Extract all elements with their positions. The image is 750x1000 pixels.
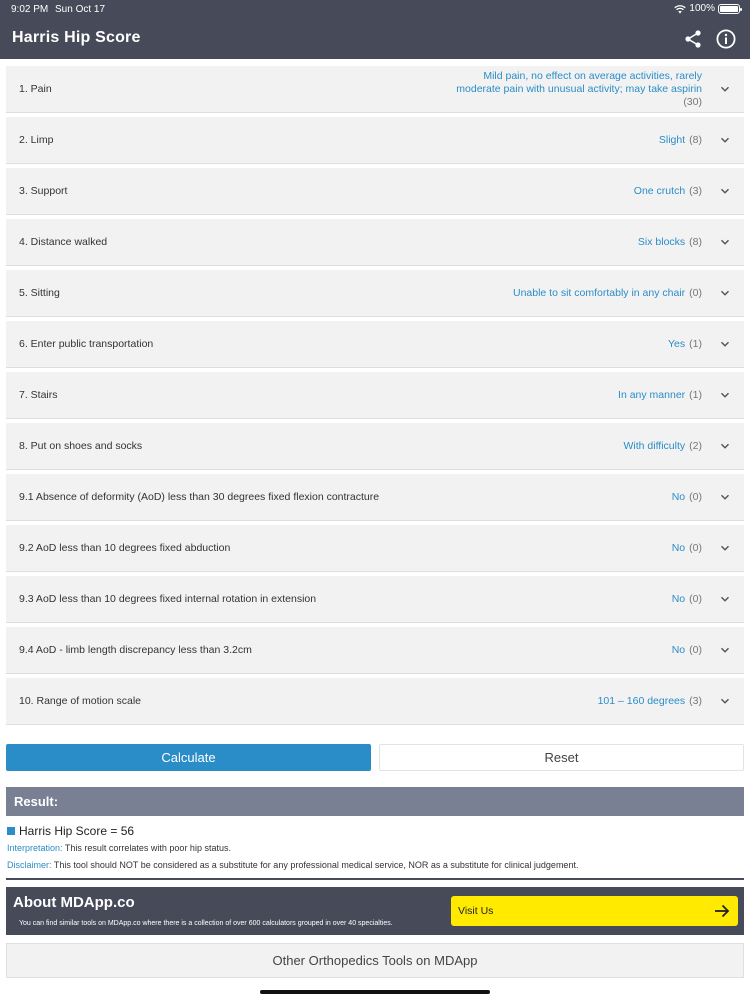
reset-button[interactable]: Reset [379, 744, 744, 771]
answer-text: 101 – 160 degrees [597, 695, 686, 707]
question-row-limp[interactable] [6, 117, 744, 164]
answer-points: (3) [689, 695, 702, 707]
chevron-down-icon [720, 594, 730, 604]
visit-us-button[interactable] [451, 896, 738, 926]
answer-points: (0) [689, 644, 702, 656]
answer-text: No [671, 491, 686, 503]
answer-points: (1) [689, 389, 702, 401]
question-label: 8. Put on shoes and socks [19, 440, 143, 452]
app-header [0, 0, 750, 59]
answer-points: (2) [689, 440, 702, 452]
answer-text: No [671, 542, 686, 554]
chevron-down-icon [720, 288, 730, 298]
question-answer [672, 525, 702, 571]
about-banner [6, 887, 744, 935]
question-row-fixed-abduction[interactable] [6, 525, 744, 572]
about-subtitle: You can find similar tools on MDApp.co where there is a collection of over 600 calculators grouped in over 40 specialties. [19, 920, 393, 927]
disclaimer-label: Disclaimer: [7, 860, 52, 870]
chevron-down-icon [720, 441, 730, 451]
question-label: 2. Limp [19, 134, 54, 146]
divider [6, 878, 744, 880]
answer-text: No [671, 644, 686, 656]
answer-text: Unable to sit comfortably in any chair [512, 287, 686, 299]
answer-text: Six blocks [637, 236, 686, 248]
answer-line: Mild pain, no effect on average activities, rarely [483, 69, 702, 82]
share-icon[interactable] [682, 28, 704, 50]
answer-line: moderate pain with unusual activity; may take aspirin [456, 82, 702, 95]
interpretation [7, 843, 231, 853]
question-label: 4. Distance walked [19, 236, 108, 248]
question-label: 6. Enter public transportation [19, 338, 154, 350]
status-bar [0, 0, 750, 20]
question-row-public-transportation[interactable] [6, 321, 744, 368]
answer-points: (1) [689, 338, 702, 350]
about-title: About MDApp.co [13, 894, 135, 911]
question-row-pain[interactable] [6, 66, 744, 113]
question-answer [623, 423, 702, 469]
question-label: 9.3 AoD less than 10 degrees fixed internal rotation in extension [19, 593, 317, 605]
question-label: 10. Range of motion scale [19, 695, 141, 707]
question-label: 1. Pain [19, 83, 52, 95]
question-row-distance-walked[interactable] [6, 219, 744, 266]
question-label: 9.1 Absence of deformity (AoD) less than 30 degrees fixed flexion contracture [19, 491, 380, 503]
wifi-icon [674, 4, 686, 14]
chevron-down-icon [720, 543, 730, 553]
disclaimer [7, 860, 578, 870]
status-time: 9:02 PM [11, 4, 49, 15]
question-row-sitting[interactable] [6, 270, 744, 317]
question-row-internal-rotation[interactable] [6, 576, 744, 623]
question-row-stairs[interactable] [6, 372, 744, 419]
question-row-shoes-socks[interactable] [6, 423, 744, 470]
question-label: 5. Sitting [19, 287, 60, 299]
bullet-square-icon [7, 827, 15, 835]
chevron-down-icon [720, 492, 730, 502]
answer-text: Slight [658, 134, 686, 146]
question-answer [668, 321, 702, 367]
other-tools-button[interactable]: Other Orthopedics Tools on MDApp [6, 943, 744, 978]
chevron-down-icon [720, 645, 730, 655]
page-title: Harris Hip Score [12, 29, 141, 46]
answer-text: Yes [668, 338, 686, 350]
question-answer [513, 270, 702, 316]
question-answer [638, 219, 702, 265]
chevron-down-icon [720, 135, 730, 145]
answer-points: (30) [683, 95, 702, 108]
disclaimer-text: This tool should NOT be considered as a substitute for any professional medical service, NOR as a substitute for clinical judgement. [53, 860, 579, 870]
chevron-down-icon [720, 390, 730, 400]
interpretation-text: This result correlates with poor hip status. [64, 843, 231, 853]
question-answer [672, 627, 702, 673]
question-answer [672, 474, 702, 520]
question-answer [456, 66, 702, 112]
chevron-down-icon [720, 339, 730, 349]
interpretation-label: Interpretation: [7, 843, 63, 853]
question-answer [659, 117, 702, 163]
question-answer [618, 372, 702, 418]
result-score [7, 824, 134, 838]
answer-points: (3) [689, 185, 702, 197]
question-row-flexion-contracture[interactable] [6, 474, 744, 521]
arrow-right-icon [714, 904, 730, 918]
result-heading: Result: [6, 787, 744, 816]
answer-points: (0) [689, 287, 702, 299]
answer-points: (0) [689, 542, 702, 554]
question-row-limb-length[interactable] [6, 627, 744, 674]
answer-text: In any manner [618, 389, 686, 401]
status-right [674, 3, 740, 14]
home-indicator [260, 990, 490, 994]
question-answer [634, 168, 702, 214]
question-label: 7. Stairs [19, 389, 58, 401]
answer-points: (0) [689, 491, 702, 503]
score-text: Harris Hip Score = 56 [19, 824, 135, 838]
chevron-down-icon [720, 186, 730, 196]
chevron-down-icon [720, 696, 730, 706]
chevron-down-icon [720, 237, 730, 247]
status-date: Sun Oct 17 [55, 4, 106, 15]
answer-points: (0) [689, 593, 702, 605]
info-icon[interactable] [715, 28, 737, 50]
question-label: 9.4 AoD - limb length discrepancy less than 3.2cm [19, 644, 252, 656]
answer-text: One crutch [633, 185, 686, 197]
question-row-support[interactable] [6, 168, 744, 215]
chevron-down-icon [720, 84, 730, 94]
calculate-button[interactable]: Calculate [6, 744, 371, 771]
answer-points: (8) [689, 134, 702, 146]
question-label: 9.2 AoD less than 10 degrees fixed abduction [19, 542, 231, 554]
question-label: 3. Support [19, 185, 68, 197]
visit-us-label: Visit Us [458, 905, 494, 917]
answer-text: No [671, 593, 686, 605]
question-row-range-of-motion[interactable] [6, 678, 744, 725]
battery-percent: 100% [689, 3, 715, 14]
answer-points: (8) [689, 236, 702, 248]
question-answer [672, 576, 702, 622]
answer-text: With difficulty [623, 440, 686, 452]
battery-icon [718, 4, 740, 14]
question-answer [598, 678, 702, 724]
